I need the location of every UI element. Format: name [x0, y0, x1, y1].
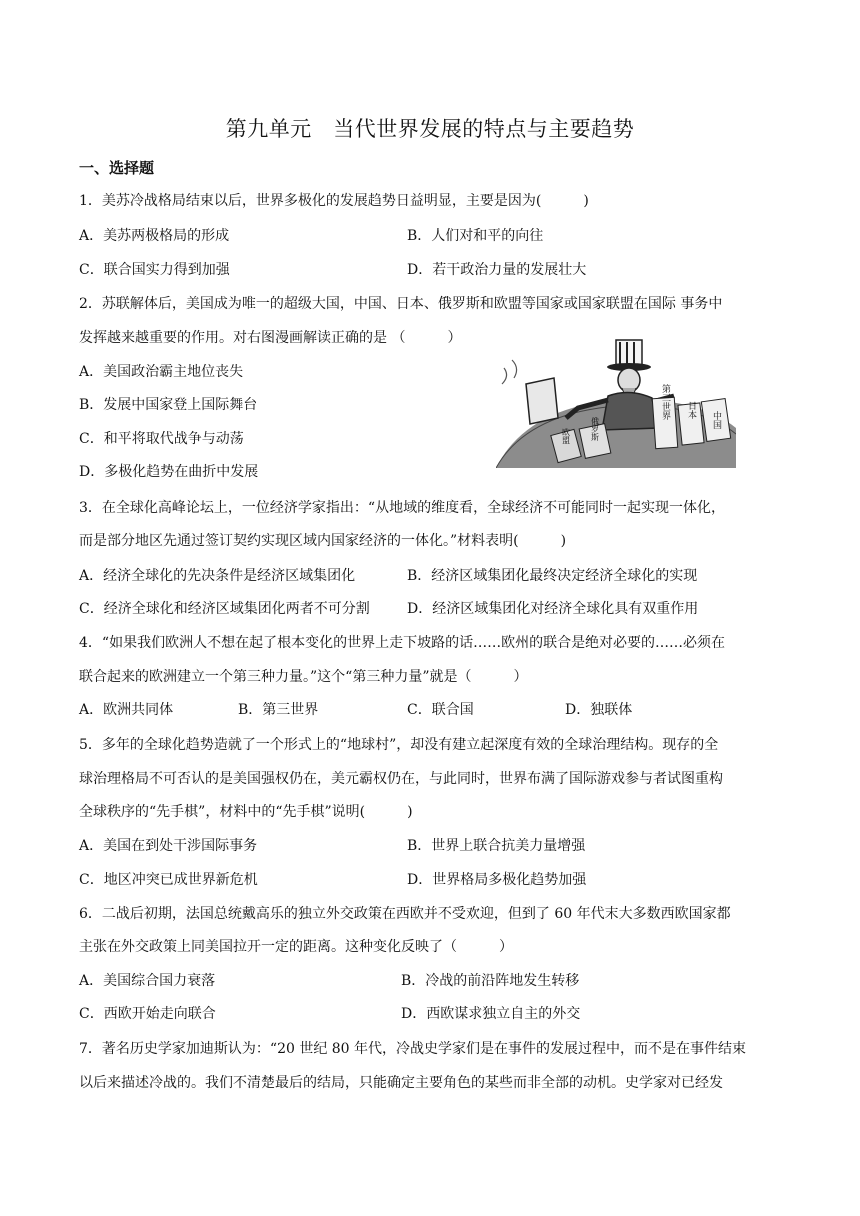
question-5-stem-line2: 球治理格局不可否认的是美国强权仍在，美元霸权仍在，与此同时，世界布满了国际游戏参与者试图重构: [79, 771, 723, 787]
cartoon-block-china: [701, 399, 730, 442]
q4-option-b: B．第三世界: [238, 702, 319, 718]
question-7-stem-line1: 7．著名历史学家加迪斯认为：“20 世纪 80 年代，冷战史学家们是在事件的发展过程中，而不是在事件结束: [79, 1041, 747, 1057]
question-5-stem-line1: 5．多年的全球化趋势造就了一个形式上的“地球村”，却没有建立起深度有效的全球治理结构。现存的全: [79, 737, 719, 753]
question-4-stem-line1: 4．“如果我们欧洲人不想在起了根本变化的世界上走下坡路的话……欧州的联合是绝对必要的……必须在: [79, 635, 726, 651]
section-heading: 一、选择题: [79, 159, 155, 177]
question-3-stem-line2: 而是部分地区先通过签订契约实现区域内国家经济的一体化。”材料表明( ): [79, 533, 567, 549]
cartoon-label-eu: 欧盟: [561, 428, 571, 444]
question-7-stem-line2: 以后来描述冷战的。我们不清楚最后的结局，只能确定主要角色的某些而非全部的动机。史学家对已经发: [79, 1075, 723, 1091]
question-6-stem-line2: 主张在外交政策上同美国拉开一定的距离。这种变化反映了（ ）: [79, 939, 513, 955]
cartoon-block-third-world: [652, 383, 677, 449]
question-5-stem-line3: 全球秩序的“先手棋”，材料中的“先手棋”说明( ): [79, 804, 413, 820]
q3-option-c: C．经济全球化和经济区域集团化两者不可分割: [79, 601, 370, 617]
q6-option-d: D．西欧谋求独立自主的外交: [401, 1006, 581, 1022]
q5-option-d: D．世界格局多极化趋势加强: [407, 872, 587, 888]
q3-option-a: A．经济全球化的先决条件是经济区域集团化: [79, 568, 356, 584]
question-4-stem-line2: 联合起来的欧洲建立一个第三种力量。”这个“第三种力量”就是（ ）: [79, 669, 528, 685]
question-6-stem-line1: 6．二战后初期，法国总统戴高乐的独立外交政策在西欧并不受欢迎，但到了 60 年代末大多数西欧国家都: [79, 906, 731, 922]
political-cartoon-image: [496, 338, 736, 468]
q3-option-d: D．经济区域集团化对经济全球化具有双重作用: [407, 601, 699, 617]
q2-option-a: A．美国政治霸主地位丧失: [79, 364, 244, 380]
q5-option-c: C．地区冲突已成世界新危机: [79, 872, 258, 888]
question-1-stem: 1．美苏冷战格局结束以后，世界多极化的发展趋势日益明显，主要是因为( ): [79, 193, 589, 209]
q1-option-b: B．人们对和平的向往: [407, 228, 544, 244]
q6-option-c: C．西欧开始走向联合: [79, 1006, 216, 1022]
q2-option-b: B．发展中国家登上国际舞台: [79, 397, 258, 413]
q6-option-a: A．美国综合国力衰落: [79, 973, 216, 989]
q4-option-a: A．欧洲共同体: [79, 702, 174, 718]
cartoon-label-japan: 日本: [686, 401, 696, 419]
cartoon-label-china: 中国: [711, 411, 721, 429]
q1-option-c: C．联合国实力得到加强: [79, 262, 230, 278]
question-2-stem-line2: 发挥越来越重要的作用。对右图漫画解读正确的是 （ ）: [79, 330, 462, 346]
q5-option-a: A．美国在到处干涉国际事务: [79, 838, 258, 854]
cartoon-block-japan: [678, 401, 704, 445]
cartoon-label-russia: 俄罗斯: [590, 417, 600, 441]
q4-option-c: C．联合国: [407, 702, 474, 718]
q2-option-c: C．和平将取代战争与动荡: [79, 431, 244, 447]
page-title: 第九单元 当代世界发展的特点与主要趋势: [225, 117, 635, 141]
q4-option-d: D．独联体: [565, 702, 633, 718]
cartoon-label-third-world: 第三世界: [660, 384, 670, 420]
q5-option-b: B．世界上联合抗美力量增强: [407, 838, 586, 854]
q1-option-a: A．美苏两极格局的形成: [79, 228, 230, 244]
q2-option-d: D．多极化趋势在曲折中发展: [79, 464, 259, 480]
question-2-stem-line1: 2．苏联解体后，美国成为唯一的超级大国，中国、日本、俄罗斯和欧盟等国家或国家联盟在国际 事务中: [79, 296, 723, 312]
q3-option-b: B．经济区域集团化最终决定经济全球化的实现: [407, 568, 698, 584]
q1-option-d: D．若干政治力量的发展壮大: [407, 262, 587, 278]
q6-option-b: B．冷战的前沿阵地发生转移: [401, 973, 580, 989]
question-3-stem-line1: 3．在全球化高峰论坛上，一位经济学家指出：“从地域的维度看，全球经济不可能同时一起实现一体化，: [79, 500, 726, 516]
